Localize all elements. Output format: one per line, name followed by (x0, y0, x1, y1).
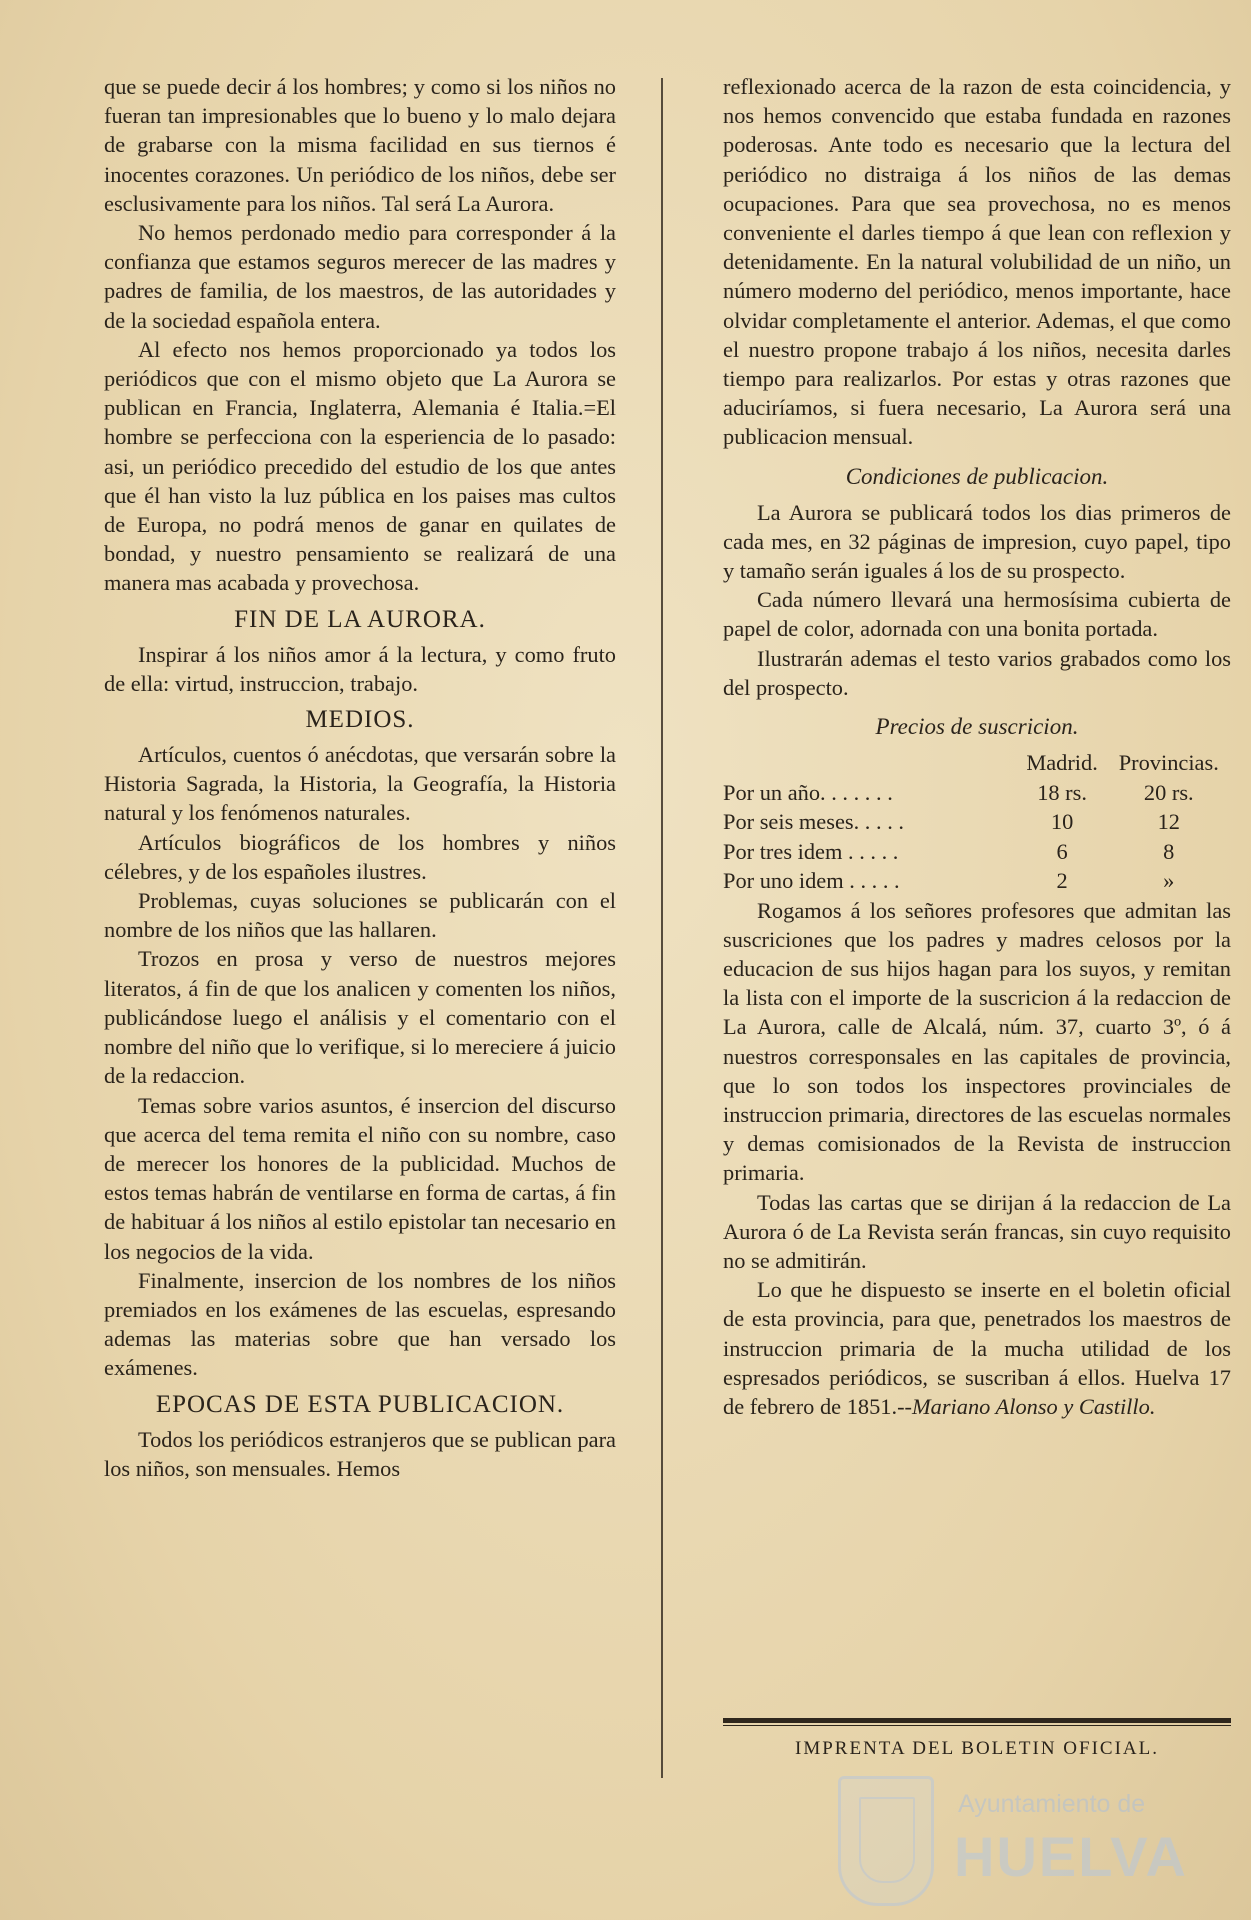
col-madrid: Madrid. (1026, 750, 1098, 776)
paragraph: reflexionado acerca de la razon de esta coincidencia, y nos hemos convencido que estaba fundada en razones poderosas. Ante todo es necesario que la lectura del periódico no distraiga á los niños de las demas ocupaciones. Para que sea provechosa, no es menos conveniente el darles tiempo á que lean con reflexion y detenidamente. En la natural volubilidad de un niño, un número moderno del periódico, menos importante, hace olvidar completamente el anterior. Ademas, el que como el nuestro propone trabajo á los niños, necesita darles tiempo para realizarlos. Por estas y otras razones que aduciríamos, si fuera necesario, La Aurora será una publicacion mensual. (723, 74, 1231, 450)
paragraph: Al efecto nos hemos proporcionado ya todos los periódicos que con el mismo objeto que La Aurora se publican en Francia, Inglaterra, Alemania é Italia.=El hombre se perfecciona con la esperiencia de lo pasado: asi, un periódico precedido del estudio de los que antes que él han visto la luz pública en los paises mas cultos de Europa, no podrá menos de ganar en quilates de bondad, y nuestro pensamiento se realizará de una manera mas acabada y provechosa. (104, 336, 616, 596)
paragraph: Inspirar á los niños amor á la lectura, y como fruto de ella: virtud, instruccion, trabajo. (104, 641, 616, 696)
paragraph: que se puede decir á los hombres; y como si los niños no fueran tan impresionables que lo bueno y lo malo dejara de grabarse con la misma facilidad en sus tiernos é inocentes corazones. Un periódico de los niños, debe ser esclusivamente para los niños. Tal será La Aurora. (104, 74, 616, 216)
paragraph: Todas las cartas que se dirijan á la redaccion de La Aurora ó de La Revista serán francas, sin cuyo requisito no se admitirán. (723, 1189, 1231, 1273)
paragraph: No hemos perdonado medio para corresponder á la confianza que estamos seguros merecer de las madres y padres de familia, de los maestros, de las autoridades y de la sociedad española entera. (104, 220, 616, 333)
price-madrid: 10 (1050, 809, 1074, 835)
closing-text: Lo que he dispuesto se inserte en el boletin oficial de esta provincia, para que, penetrados los maestros de instruccion primaria de la mucha utilidad de los espresados periódicos, se suscriban á ellos. Huelva 17 de febrero de 1851.-- (723, 1277, 1231, 1420)
coat-of-arms-inner (859, 1797, 915, 1883)
right-column (723, 72, 1231, 1421)
heading-precios: Precios de suscricion. (875, 714, 1079, 740)
price-provincias: » (1163, 868, 1175, 894)
paragraph (723, 1275, 1231, 1421)
paragraph: Artículos, cuentos ó anécdotas, que versarán sobre la Historia Sagrada, la Historia, la Geografía, la Historia natural y los fenómenos naturales. (104, 742, 616, 826)
watermark-line1: Ayuntamiento de (958, 1790, 1146, 1818)
col-provincias: Provincias. (1118, 750, 1219, 776)
price-madrid: 18 rs. (1037, 779, 1087, 805)
signature: Mariano Alonso y Castillo. (912, 1394, 1156, 1420)
row-label: Por seis meses. . . . . (723, 809, 904, 835)
left-column (104, 72, 616, 1483)
heading-condiciones: Condiciones de publicacion. (845, 463, 1109, 489)
table-row (723, 778, 1231, 808)
row-label: Por uno idem . . . . . (723, 868, 900, 894)
price-table-corner (723, 748, 1018, 778)
watermark (838, 1776, 1218, 1906)
paragraph: Cada número llevará una hermosísima cubierta de papel de color, adornada con una bonita portada. (723, 587, 1231, 642)
footer-rule-thick (723, 1718, 1231, 1723)
paragraph: Rogamos á los señores profesores que admitan las suscriciones que los padres y madres celosos por la educacion de sus hijos hagan para los suyos, y remitan la lista con el importe de la suscricion á la redaccion de La Aurora, calle de Alcalá, núm. 37, cuarto 3º, ó á nuestros corresponsales en las capitales de provincia, que lo son todos los inspectores provinciales de instruccion primaria, directores de las escuelas normales y demas comisionados de la Revista de instruccion primaria. (723, 897, 1231, 1186)
paragraph: Temas sobre varios asuntos, é insercion del discurso que acerca del tema remita el niño con su nombre, caso de merecer los honores de la publicidad. Muchos de estos temas habrán de ventilarse en forma de cartas, á fin de habituar á los niños al estilo epistolar tan necesario en los negocios de la vida. (104, 1092, 616, 1264)
paragraph: Problemas, cuyas soluciones se publicarán con el nombre de los niños que las hallaren. (104, 888, 616, 943)
heading-fin: FIN DE LA AURORA. (234, 605, 486, 633)
paragraph: Finalmente, insercion de los nombres de los niños premiados en los exámenes de las escuelas, espresando ademas las materias sobre que han versado los exámenes. (104, 1267, 616, 1381)
paragraph: Ilustrarán ademas el testo varios grabados como los del prospecto. (723, 645, 1231, 700)
watermark-line2: HUELVA (954, 1825, 1188, 1888)
heading-epocas: EPOCAS DE ESTA PUBLICACION. (155, 1390, 565, 1418)
table-row (723, 807, 1231, 837)
coat-of-arms-icon (838, 1776, 934, 1906)
price-provincias: 20 rs. (1143, 779, 1194, 805)
table-row (723, 866, 1231, 896)
paragraph: Trozos en prosa y verso de nuestros mejores literatos, á fin de que los analicen y comenten los niños, publicándose luego el análisis y el comentario con el nombre del niño que lo verifique, si lo mereciere á juicio de la redaccion. (104, 946, 616, 1089)
price-table (723, 748, 1231, 896)
row-label: Por tres idem . . . . . (723, 838, 899, 864)
footer-rule-thin (723, 1725, 1231, 1726)
price-madrid: 2 (1056, 868, 1068, 894)
column-divider (661, 78, 663, 1778)
paragraph: Artículos biográficos de los hombres y niños célebres, y de los españoles ilustres. (104, 829, 616, 884)
price-provincias: 8 (1163, 838, 1175, 864)
row-label: Por un año. . . . . . . (723, 779, 893, 805)
table-row (723, 837, 1231, 867)
printer-footer (723, 1718, 1231, 1760)
price-provincias: 12 (1157, 809, 1180, 835)
heading-medios: MEDIOS. (305, 706, 415, 734)
price-madrid: 6 (1056, 838, 1068, 864)
paragraph: Todos los periódicos estranjeros que se publican para los niños, son mensuales. Hemos (104, 1426, 616, 1481)
price-table-header (723, 748, 1231, 778)
paragraph: La Aurora se publicará todos los dias primeros de cada mes, en 32 páginas de impresion, cuyo papel, tipo y tamaño serán iguales á los de su prospecto. (723, 499, 1231, 584)
printer-name: IMPRENTA DEL BOLETIN OFICIAL. (795, 1738, 1159, 1759)
